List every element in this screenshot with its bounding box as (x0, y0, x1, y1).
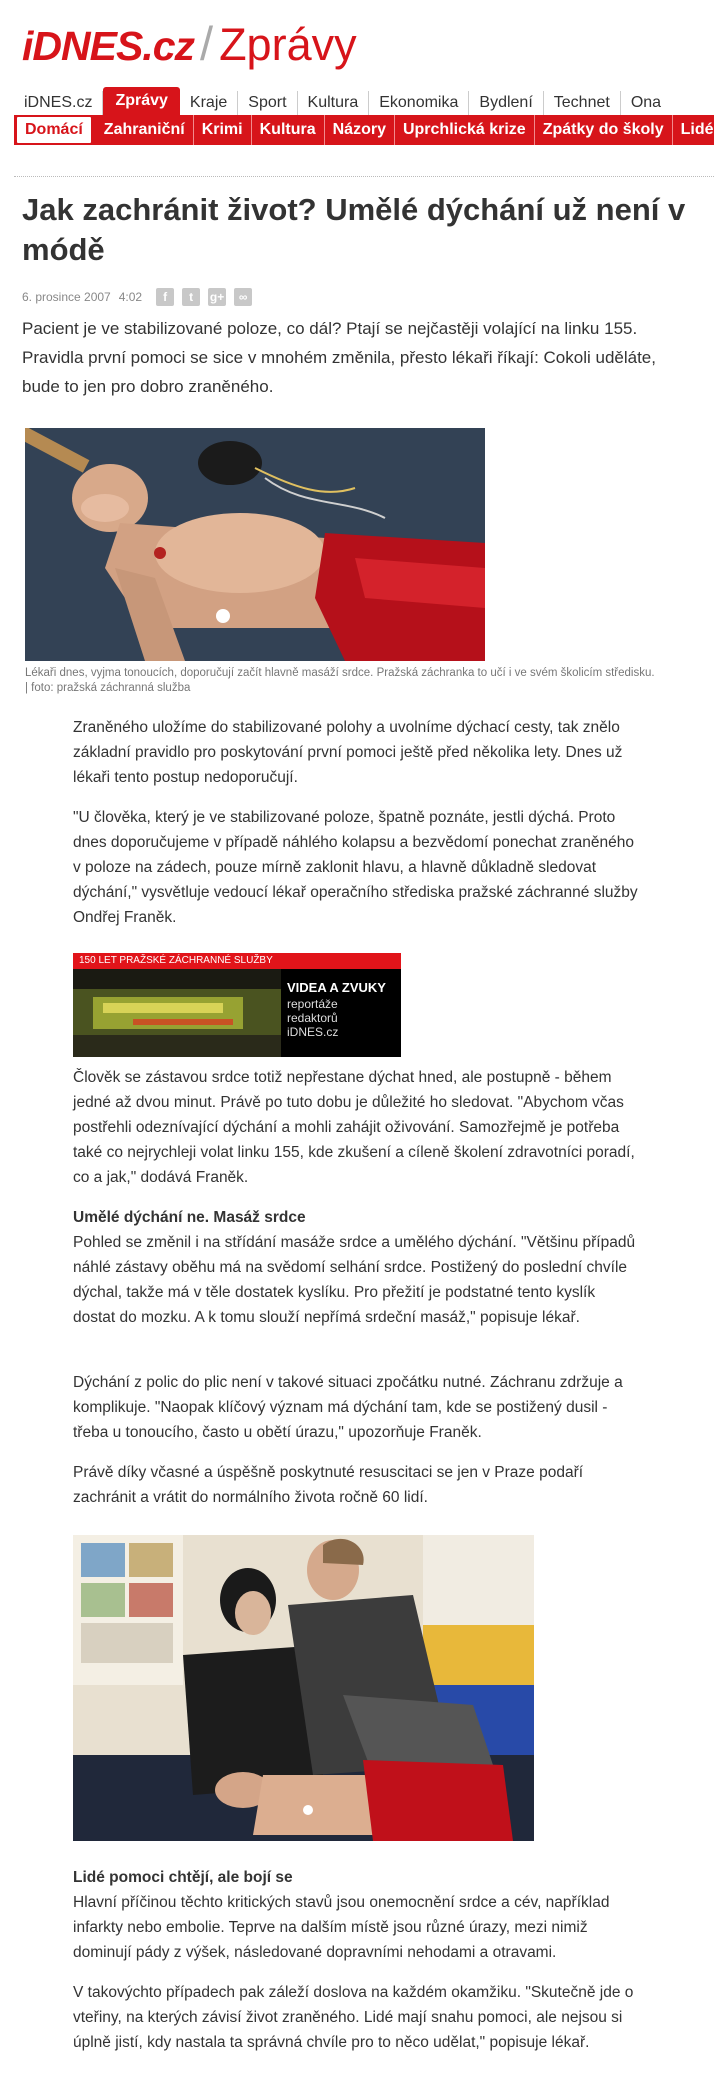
ambulance-thumbnail (73, 969, 281, 1057)
promo-bar-label: 150 LET PRAŽSKÉ ZÁCHRANNÉ SLUŽBY (73, 953, 401, 969)
sub-navigation (14, 115, 714, 145)
article-photo-manikin[interactable] (25, 428, 485, 661)
share-icons (156, 288, 252, 306)
promo-title: VIDEA A ZVUKY (287, 980, 386, 995)
paragraph-5: Dýchání z polic do plic není v takové situaci zpočátku nutné. Záchranu zdržuje a komplikuje. "Naopak klíčový význam má dýchání tam, kde se postižený dusil - třeba u tonoucího, často u obětí úrazu," upozorňuje Franěk. (73, 1374, 623, 1441)
article-paragraph (73, 715, 639, 790)
article-paragraph (73, 805, 639, 930)
divider (14, 176, 714, 177)
subnav-item-lide[interactable]: Lidé (673, 115, 714, 145)
subnav-item-nazory[interactable]: Názory (325, 115, 395, 145)
nav-item-zpravy[interactable]: Zprávy (103, 87, 179, 115)
photo-caption: Lékaři dnes, vyjma tonoucích, doporučují začít hlavně masáží srdce. Pražská záchranka to učí i ve svém školicím středisku. | foto: pražská záchranná služba (25, 667, 655, 694)
nav-item-kraje[interactable]: Kraje (180, 91, 238, 115)
subnav-item-uprchlicka-krize[interactable]: Uprchlická krize (395, 115, 535, 145)
manikin-photo-image (25, 428, 485, 661)
subheading-lide-pomoci: Lidé pomoci chtějí, ale bojí se (73, 1869, 293, 1886)
paragraph-2: "U člověka, který je ve stabilizované poloze, špatně poznáte, jestli dýchá. Proto dnes doporučujeme v případě náhlého kolapsu a bezvědomí ponechat zraněného v poloze na zádech, pouze mírně zaklonit hlavu, a hlavně důkladně sledovat dýchání," vysvětluje vedoucí lékař operačního střediska pražské záchranné služby Ondřej Franěk. (73, 809, 638, 926)
article-title: Jak zachránit život? Umělé dýchání už není v módě (22, 192, 686, 267)
article-section (73, 1205, 639, 1330)
promo-line-3: iDNES.cz (287, 1025, 339, 1039)
link-icon[interactable]: ∞ (234, 288, 252, 306)
nav-item-ekonomika[interactable]: Ekonomika (369, 91, 469, 115)
nav-item-technet[interactable]: Technet (544, 91, 621, 115)
main-navigation (14, 87, 671, 115)
promo-text (287, 979, 386, 1039)
nav-item-idnes[interactable]: iDNES.cz (14, 91, 103, 115)
subheading-masaz-srdce: Umělé dýchání ne. Masáž srdce (73, 1209, 306, 1226)
nav-item-ona[interactable]: Ona (630, 94, 662, 111)
paragraph-1: Zraněného uložíme do stabilizované polohy a uvolníme dýchací cesty, tak znělo základní pravidlo pro poskytování první pomoci ještě před několika lety. Dnes už lékaři tento postup nedoporučují. (73, 719, 623, 786)
article-paragraph (73, 1980, 639, 2055)
nav-item-kultura[interactable]: Kultura (298, 91, 370, 115)
promo-line-1: reportáže (287, 997, 338, 1011)
article-paragraph (73, 1065, 639, 1190)
article-photo-training[interactable] (73, 1535, 534, 1841)
facebook-icon[interactable]: f (156, 288, 174, 306)
google-plus-icon[interactable]: g+ (209, 290, 225, 304)
article-paragraph (73, 1370, 639, 1445)
logo-separator: / (200, 17, 214, 70)
paragraph-7: Hlavní příčinou těchto kritických stavů jsou onemocnění srdce a cév, například infarkty nebo embolie. Teprve na dalším místě jsou různé úrazy, mezi nimiž dominují pády z výšek, následované dopravními nehodami a otravami. (73, 1894, 610, 1961)
article-paragraph (73, 1460, 639, 1510)
site-logo[interactable]: iDNES.cz (22, 23, 194, 69)
promo-line-2: redaktorů (287, 1011, 338, 1025)
training-photo-image (73, 1535, 534, 1841)
paragraph-4: Pohled se změnil i na střídání masáže srdce a umělého dýchání. "Většinu případů náhlé zástavy oběhu má na svědomí selhání srdce. Postižený do poslední chvíle dýchal, takže má v těle dostatek kyslíku. Pro přežití je podstatné tento kyslík dostat do mozku. A k tomu slouží nepřímá srdeční masáž," popisuje lékař. (73, 1234, 636, 1326)
nav-item-bydleni[interactable]: Bydlení (469, 91, 543, 115)
section-title[interactable]: Zprávy (219, 19, 357, 70)
subnav-item-zpatky-do-skoly[interactable]: Zpátky do školy (535, 115, 673, 145)
site-header (22, 14, 357, 74)
subnav-item-krimi[interactable]: Krimi (194, 115, 252, 145)
paragraph-6: Právě díky včasné a úspěšně poskytnuté resuscitaci se jen v Praze podaří zachránit a vrátit do normálního života ročně 60 lidí. (73, 1464, 584, 1506)
article-time: 4:02 (118, 290, 143, 304)
subnav-item-zahranicni[interactable]: Zahraniční (96, 115, 194, 145)
paragraph-3: Člověk se zástavou srdce totiž nepřestane dýchat hned, ale postupně - během jedné až dvou minut. Právě po tuto dobu je důležité ho sledovat. "Abychom včas postřehli odeznívající dýchání a mohli zahájit oživování. Samozřejmě je potřeba také co nejrychleji volat linku 155, kde zkušení a cíleně školení zdravotníci poradí, co a jak," dodává Franěk. (73, 1069, 635, 1186)
article-section (73, 1865, 639, 1965)
nav-item-sport[interactable]: Sport (238, 91, 297, 115)
twitter-icon[interactable]: t (182, 288, 200, 306)
article-date: 6. prosince 2007 (22, 290, 111, 304)
paragraph-8: V takovýchto případech pak záleží doslova na každém okamžiku. "Skutečně jde o vteřiny, na kterých závisí život zraněného. Lidé mají snahu pomoci, ale nejsou si úplně jistí, kdy nastala ta správná chvíle pro to něco udělat," popisuje lékař. (73, 1984, 634, 2051)
video-promo-box[interactable] (73, 953, 401, 1057)
article-perex: Pacient je ve stabilizované poloze, co dál? Ptají se nejčastěji volající na linku 155. Pravidla první pomoci se sice v mnohém změnila, přesto lékaři říkají: Cokoli uděláte, bude to jen pro dobro zraněného. (22, 319, 656, 396)
subnav-item-kultura[interactable]: Kultura (252, 115, 325, 145)
article-meta (22, 288, 252, 306)
subnav-item-domaci[interactable]: Domácí (16, 116, 92, 144)
